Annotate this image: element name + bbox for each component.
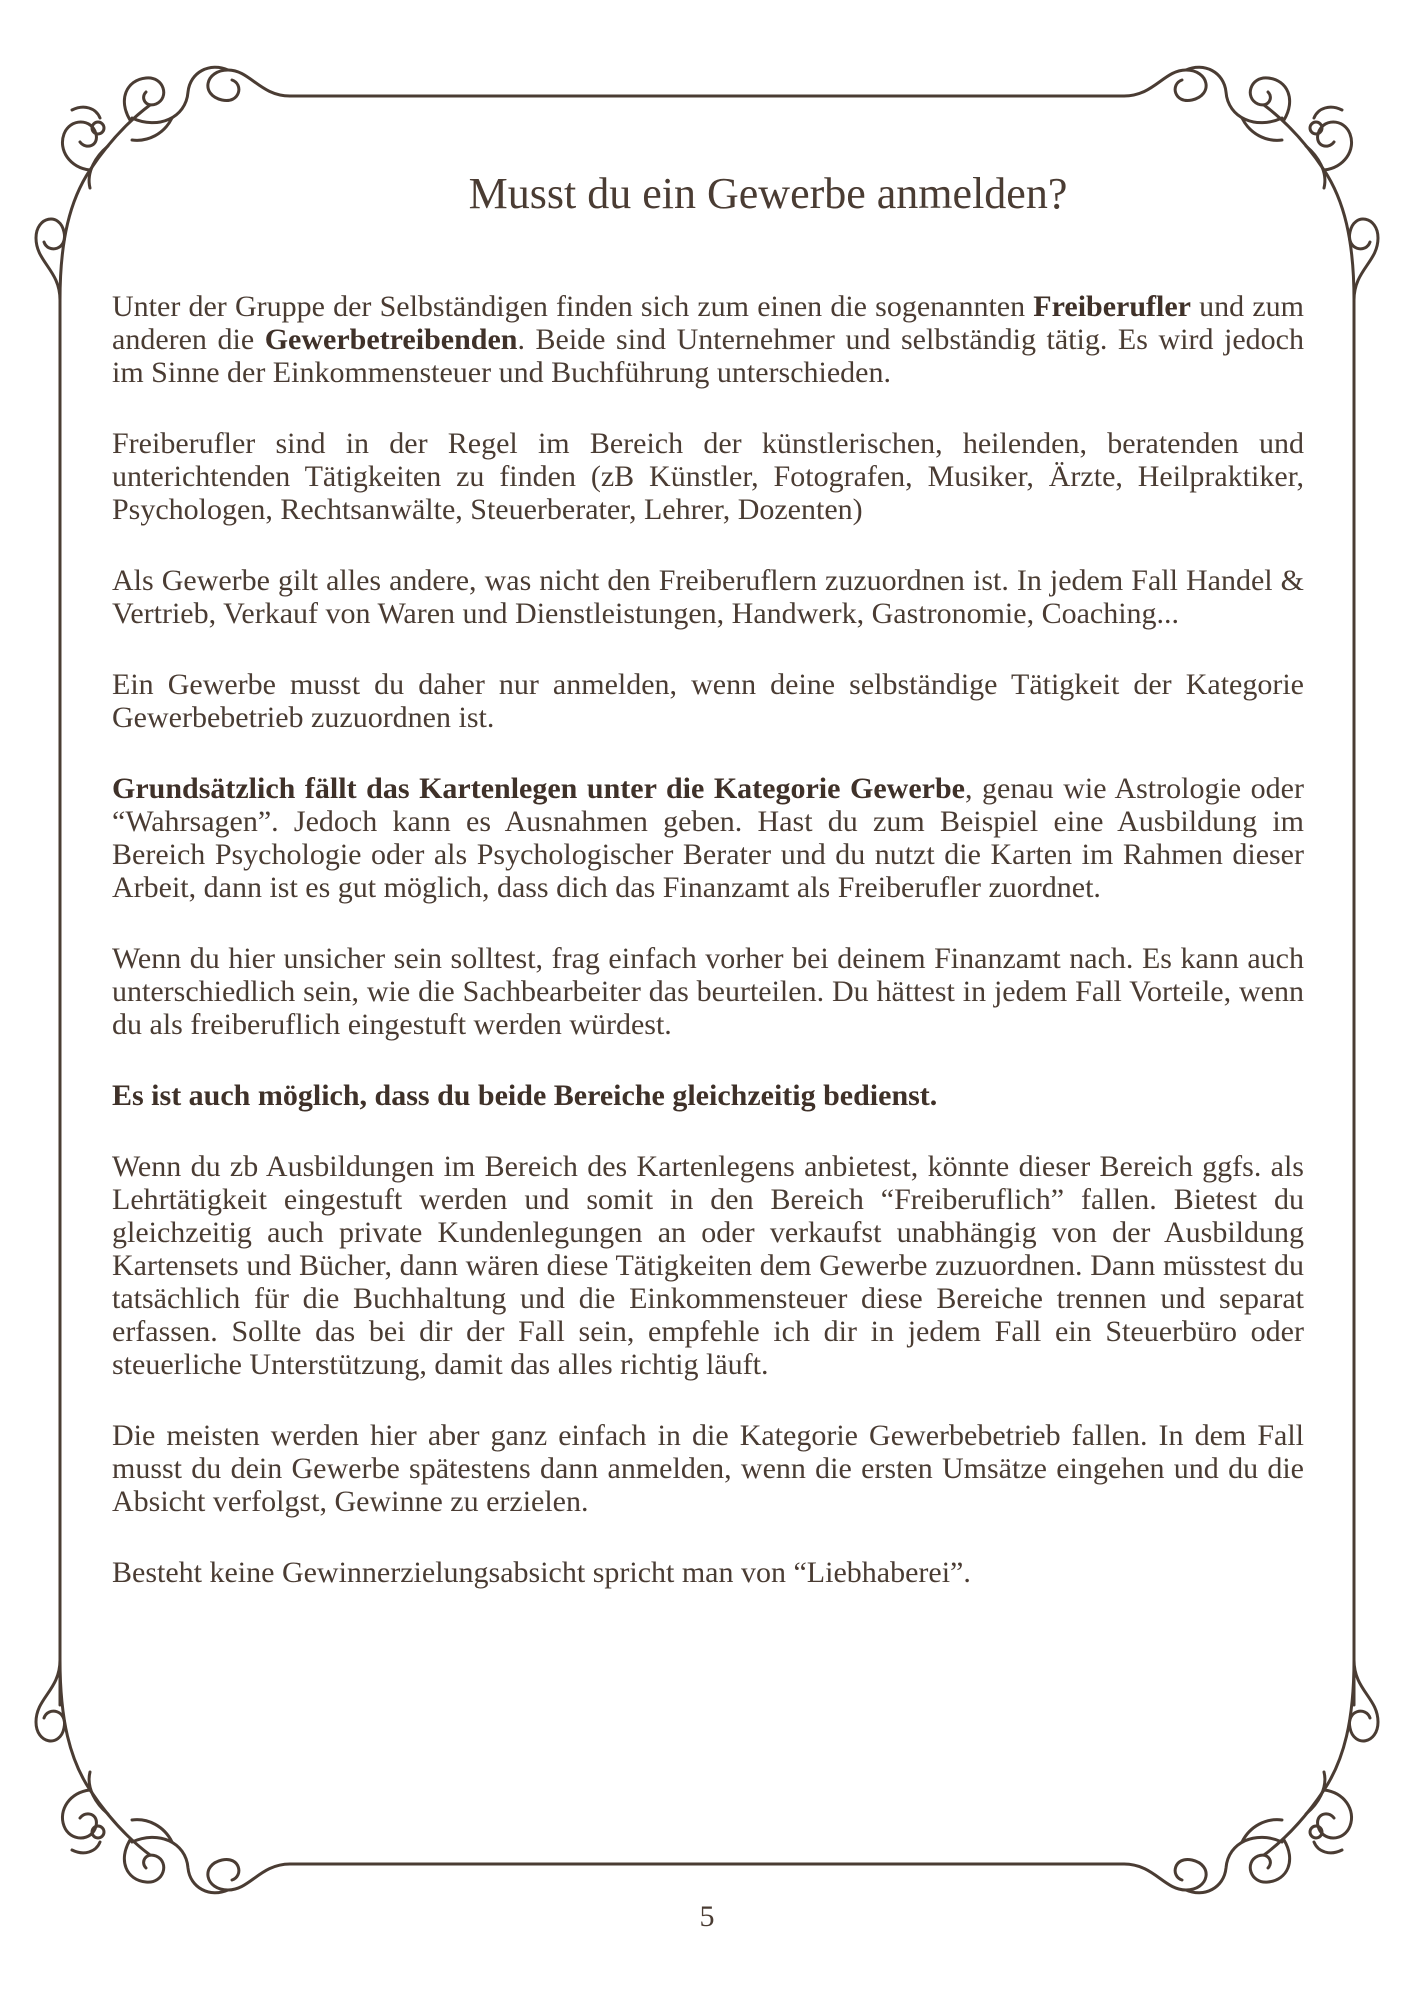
paragraph-text: . Beide sind Unternehmer und selbständig tätig. Es wird jedoch im Sinne der Einkommensteuer und Buchführung unterschieden.: [112, 323, 1304, 389]
corner-ornament-bottom-right: [1124, 1660, 1378, 1893]
highlight-kartenlegen: Grundsätzlich fällt das Kartenlegen unter die Kategorie Gewerbe: [112, 772, 965, 805]
paragraph-text: Unter der Gruppe der Selbständigen finden sich zum einen die sogenannten: [112, 290, 1034, 323]
paragraph-gewerbe: Als Gewerbe gilt alles andere, was nicht den Freiberuflern zuzuordnen ist. In jedem Fall Handel & Vertrieb, Verkauf von Waren und Dienstleistungen, Handwerk, Gastronomie, Coaching...: [112, 564, 1304, 630]
paragraph-text: und zum anderen die: [112, 290, 1304, 356]
paragraph-kartenlegen: [112, 772, 1304, 904]
paragraph-anmelden: Ein Gewerbe musst du daher nur anmelden, wenn deine selbständige Tätigkeit der Kategorie Gewerbebetrieb zuzuordnen ist.: [112, 668, 1304, 734]
paragraph-intro: [112, 290, 1304, 389]
paragraph-gewerbebetrieb: Die meisten werden hier aber ganz einfach in die Kategorie Gewerbebetrieb fallen. In dem Fall musst du dein Gewerbe spätestens dann anmelden, wenn die ersten Umsätze eingehen und du die Absicht verfolgst, Gewinne zu erzielen.: [112, 1419, 1304, 1518]
page-number: 5: [699, 1900, 715, 1933]
paragraph-finanzamt: Wenn du hier unsicher sein solltest, frag einfach vorher bei deinem Finanzamt nach. Es kann auch unterschiedlich sein, wie die Sachbearbeiter das beurteilen. Du hättest in jedem Fall Vorteile, wenn du als freiberuflich eingestuft werden würdest.: [112, 942, 1304, 1041]
highlight-beide-bereiche: Es ist auch möglich, dass du beide Bereiche gleichzeitig bedienst.: [112, 1079, 938, 1112]
paragraph-freiberufler: Freiberufler sind in der Regel im Bereich der künstlerischen, heilenden, beratenden und unterichtenden Tätigkeiten zu finden (zB Künstler, Fotografen, Musiker, Ärzte, Heilpraktiker, Psychologen, Rechtsanwälte, Steuerberater, Lehrer, Dozenten): [112, 427, 1304, 526]
corner-ornament-bottom-left: [36, 1660, 290, 1893]
paragraph-text: , genau wie Astrologie oder “Wahrsagen”. Jedoch kann es Ausnahmen geben. Hast du zum Beispiel eine Ausbildung im Bereich Psychologie oder als Psychologischer Berater und du nutzt die Karten im Rahmen dieser Arbeit, dann ist es gut möglich, dass dich das Finanzamt als Freiberufler zuordnet.: [112, 772, 1304, 904]
paragraph-beide-bereiche: [112, 1079, 1304, 1112]
term-gewerbetreibende: Gewerbetreibenden: [264, 323, 518, 356]
page-content: [112, 168, 1304, 1627]
term-freiberufler: Freiberufler: [1033, 290, 1191, 323]
paragraph-liebhaberei: Besteht keine Gewinnerzielungsabsicht spricht man von “Liebhaberei”.: [112, 1556, 971, 1589]
paragraph-ausbildungen: Wenn du zb Ausbildungen im Bereich des Kartenlegens anbietest, könnte dieser Bereich ggfs. als Lehrtätigkeit eingestuft werden und somit in den Bereich “Freiberuflich” fallen. Bietest du gleichzeitig auch private Kundenlegungen an oder verkaufst unabhängig von der Ausbildung Kartensets und Bücher, dann wären diese Tätigkeiten dem Gewerbe zuzuordnen. Dann müsstest du tatsächlich für die Buchhaltung und die Einkommensteuer diese Bereiche trennen und separat erfassen. Sollte das bei dir der Fall sein, empfehle ich dir in jedem Fall ein Steuerbüro oder steuerliche Unterstützung, damit das alles richtig läuft.: [112, 1150, 1304, 1381]
page-title: Musst du ein Gewerbe anmelden?: [468, 169, 1068, 218]
